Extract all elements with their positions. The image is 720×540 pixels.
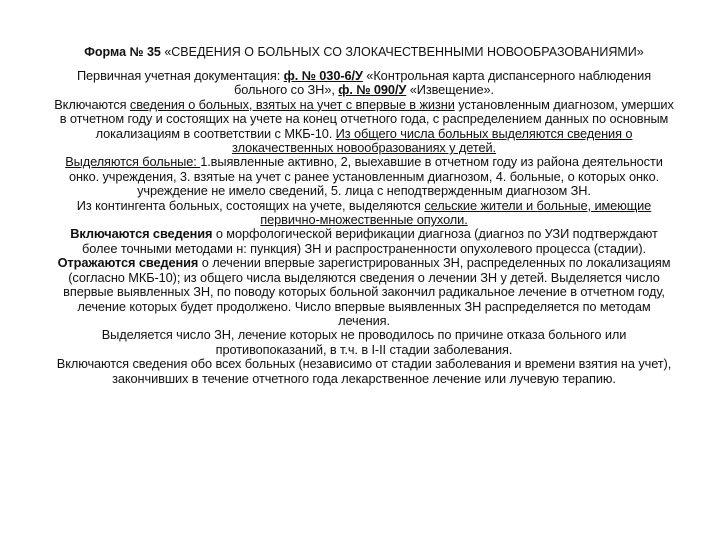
bold-phrase: Отражаются сведения [57,255,199,271]
paragraph-included-data [52,98,676,156]
underlined-phrase: сельские жители и больные, имеющие первично-множественные опухоли. [260,197,652,228]
text-fragment: о морфологической верификации диагноза (диагноз по УЗИ подтверждают более точными методами н: пункция) ЗН и распространенности опухолевого процесса (стадии). [82,226,658,256]
form-030-6u-link: ф. № 030-6/У [283,68,363,83]
form-name: «СВЕДЕНИЯ О БОЛЬНЫХ СО ЗЛОКАЧЕСТВЕННЫМИ НОВООБРАЗОВАНИЯМИ» [160,45,644,59]
form-number: Форма № 35 [84,45,161,59]
page-title [52,44,676,60]
text-fragment: Включаются [54,96,130,112]
bold-phrase: Включаются сведения [70,226,213,242]
text-fragment: «Контрольная карта диспансерного наблюдения больного со ЗН», [234,68,652,98]
paragraph-morphology [52,227,676,256]
paragraph-treatment [52,256,676,328]
text-fragment: Выделяется число ЗН, лечение которых не проводилось по причине отказа больного или противопоказаний, в т.ч. в I-II стадии заболевания. [101,327,627,357]
paragraph-patient-groups [52,155,676,198]
document-body [52,69,676,386]
underlined-phrase: Выделяются больные: [65,154,201,170]
paragraph-completed-therapy [52,357,676,386]
text-fragment: Первичная учетная документация: [76,68,284,83]
text-fragment: Включаются сведения обо всех больных (независимо от стадии заболевания и времени взятия на учет), закончивших в течение отчетного года лекарственное лечение или лучевую терапию. [56,356,672,386]
paragraph-untreated [52,328,676,357]
underlined-phrase: сведения о больных, взятых на учет с впервые в жизни [129,96,455,112]
form-090u-link: ф. № 090/У [338,82,407,98]
underlined-phrase: Из общего числа больных выделяются сведения о злокачественных новообразованиях у детей. [231,125,633,156]
paragraph-contingent [52,199,676,228]
paragraph-primary-documentation [52,69,676,98]
text-fragment: 1.выявленные активно, 2, выехавшие в отчетном году из района деятельности онко. учреждения, 3. взятые на учет с ранее установленным диагнозом, 4. больные, о которых онко. учреждение не имело сведений, 5. лица с неподтвержденным диагнозом ЗН. [68,154,663,199]
text-fragment: «Извещение». [406,82,494,98]
text-fragment: о лечении впервые зарегистрированных ЗН, распределенных по локализациям (согласно МКБ-10); из общего числа выделяются сведения о лечении ЗН у детей. Выделяется число впервые выявленных ЗН, по поводу которых больной закончил радикальное лечение в отчетном году, лечение которых будет продолжено. Число впервые выявленных ЗН распределяется по методам лечения. [63,255,671,328]
slide-content [52,44,676,386]
text-fragment: Из контингента больных, состоящих на учете, выделяются [76,197,425,213]
text-fragment: установленным диагнозом, умерших в отчетном году и состоящих на учете на конец отчетного года, с распределением данных по основным локализациям в соответствии с МКБ-10. [59,96,674,141]
